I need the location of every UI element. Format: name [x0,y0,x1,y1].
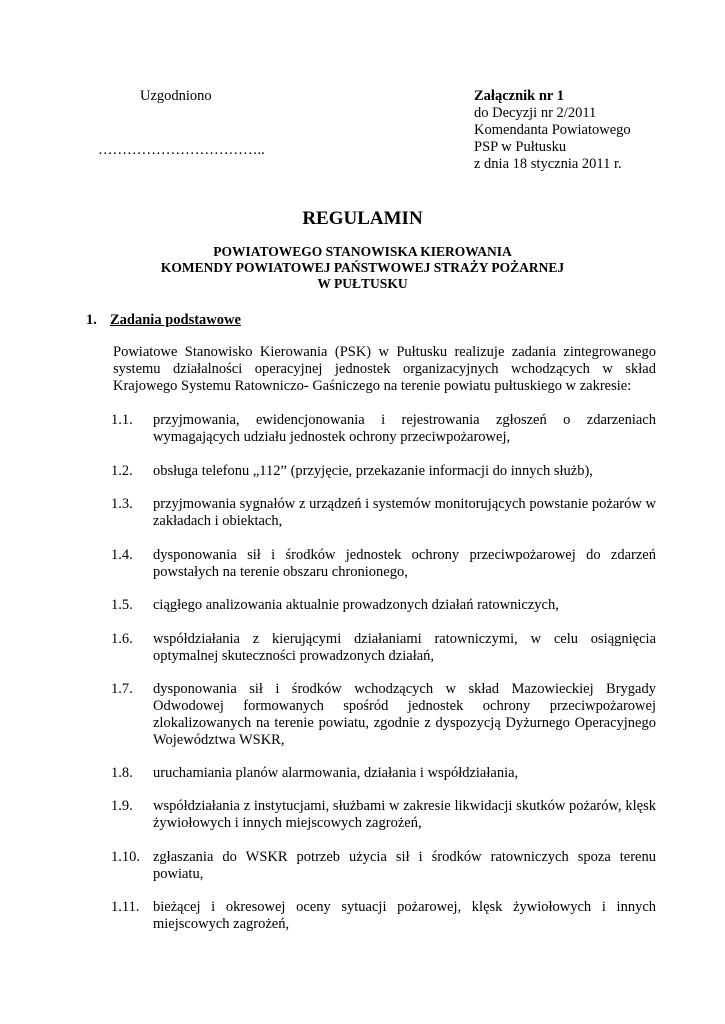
list-item-text: przyjmowania sygnałów z urządzeń i systemów monitorujących powstanie pożarów w zakładach i obiektach, [153,496,656,529]
subtitle-line-1: POWIATOWEGO STANOWISKA KIEROWANIA [213,244,512,259]
list-item [111,631,656,665]
section-heading-label: Zadania podstawowe [110,312,241,328]
document-subtitle [0,244,725,292]
list-item-number: 1.3. [111,496,133,512]
annex-title: Załącznik nr 1 [474,88,564,104]
approved-label: Uzgodniono [140,88,212,104]
annex-line-3: PSP w Pułtusku [474,139,567,155]
list-item-text: ciągłego analizowania aktualnie prowadzonych działań ratowniczych, [153,597,559,613]
list-item-text: dysponowania sił i środków wchodzących w skład Mazowieckiej Brygady Odwodowej formowanych spośród jednostek ochrony przeciwpożarowej zlokalizowanych na terenie powiatu, zgodnie z dyspozycją Dyżurnego Operacyjnego Województwa WSKR, [153,681,656,748]
document-title: REGULAMIN [302,208,423,229]
list-item-number: 1.5. [111,597,133,613]
list-item-text: obsługa telefonu „112” (przyjęcie, przekazanie informacji do innych służb), [153,463,593,479]
section-intro: Powiatowe Stanowisko Kierowania (PSK) w Pułtusku realizuje zadania zintegrowanego systemu działalności operacyjnej jednostek organizacyjnych wchodzących w skład Krajowego Systemu Ratowniczo- Gaśniczego na terenie powiatu pułtuskiego w zakresie: [113,344,656,394]
list-item-text: współdziałania z instytucjami, służbami w zakresie likwidacji skutków pożarów, klęsk żywiołowych i innych miejscowych zagrożeń, [153,798,656,831]
list-item [111,547,656,581]
list-item-number: 1.11. [111,899,140,915]
list-item [111,412,656,446]
annex-line-2: Komendanta Powiatowego [474,122,631,138]
subtitle-line-3: W PUŁTUSKU [317,276,408,291]
list-item-text: zgłaszania do WSKR potrzeb użycia sił i środków ratowniczych spoza terenu powiatu, [153,849,656,882]
list-item-number: 1.1. [111,412,133,428]
annex-line-4: z dnia 18 stycznia 2011 r. [474,156,622,172]
list-item-number: 1.9. [111,798,133,814]
list-item-number: 1.7. [111,681,133,697]
list-item-text: bieżącej i okresowej oceny sytuacji pożarowej, klęsk żywiołowych i innych miejscowych zagrożeń, [153,899,656,932]
signature-line: …………………………….. [98,142,265,158]
list-item-number: 1.2. [111,463,133,479]
list-item [111,681,656,749]
subtitle-line-2: KOMENDY POWIATOWEJ PAŃSTWOWEJ STRAŻY POŻARNEJ [160,260,565,275]
section-heading [86,312,241,329]
list-item [111,597,656,614]
list-item-number: 1.4. [111,547,133,563]
section-number: 1. [86,312,97,328]
list-item-number: 1.6. [111,631,133,647]
list-item-text: współdziałania z kierującymi działaniami ratowniczymi, w celu osiągnięcia optymalnej skuteczności prowadzonych działań, [153,631,656,664]
list-item [111,765,656,782]
list-item [111,496,656,530]
list-item [111,849,656,883]
list-item-number: 1.10. [111,849,140,865]
list-item [111,899,656,933]
annex-block [474,88,704,173]
annex-line-1: do Decyzji nr 2/2011 [474,105,597,121]
list-item [111,463,656,480]
list-item-text: uruchamiania planów alarmowania, działania i współdziałania, [153,765,519,781]
list-item-text: dysponowania sił i środków jednostek ochrony przeciwpożarowej do zdarzeń powstałych na terenie obszaru chronionego, [153,547,656,580]
list-item-number: 1.8. [111,765,133,781]
list-item-text: przyjmowania, ewidencjonowania i rejestrowania zgłoszeń o zdarzeniach wymagających udziału jednostek ochrony przeciwpożarowej, [153,412,656,445]
list-item [111,798,656,832]
